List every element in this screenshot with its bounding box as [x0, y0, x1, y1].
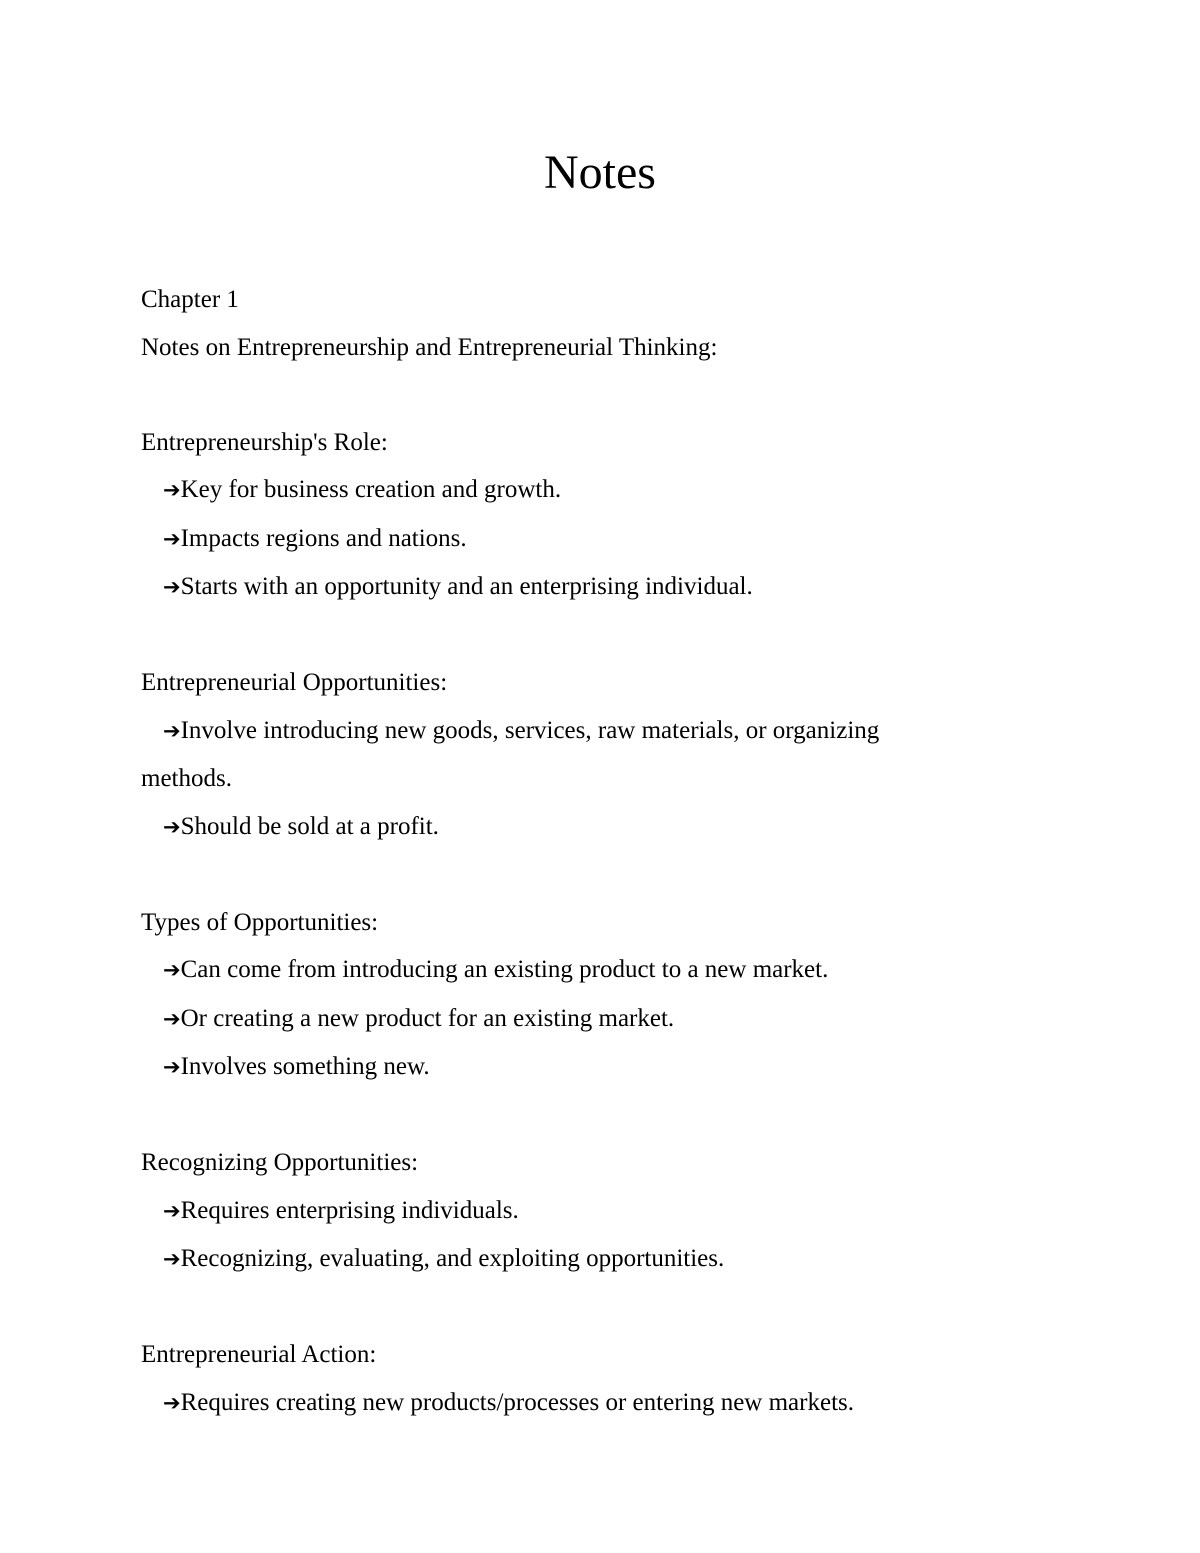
list-item-continuation: methods. [141, 765, 232, 792]
blank-line [141, 851, 1041, 899]
list-item: ➔Starts with an opportunity and an enterprising individual. [141, 563, 1041, 612]
arrow-bullet-icon: ➔ [163, 1198, 181, 1223]
arrow-bullet-icon: ➔ [163, 575, 181, 599]
arrow-bullet-icon: ➔ [163, 814, 181, 839]
chapter-label: Chapter 1 [141, 286, 239, 313]
list-item: ➔Should be sold at a profit. [141, 803, 1041, 852]
arrow-bullet-icon: ➔ [163, 478, 181, 502]
section-heading: Entrepreneurial Action: [141, 1341, 377, 1368]
arrow-bullet-icon: ➔ [163, 718, 181, 743]
arrow-bullet-icon: ➔ [163, 958, 181, 982]
document-body [141, 276, 1041, 1427]
blank-line [141, 1284, 1041, 1332]
section-heading: Types of Opportunities: [141, 908, 379, 936]
list-item: ➔Impacts regions and nations. [141, 515, 1041, 564]
page-title: Notes [544, 146, 656, 199]
section-heading: Entrepreneurial Opportunities: [141, 669, 448, 696]
blank-line [141, 612, 1041, 660]
list-item: ➔Involve introducing new goods, services, raw materials, or organizing [141, 707, 1041, 756]
arrow-bullet-icon: ➔ [163, 1247, 181, 1271]
arrow-bullet-icon: ➔ [163, 1390, 181, 1415]
list-item: ➔Requires enterprising individuals. [141, 1187, 1041, 1236]
arrow-bullet-icon: ➔ [163, 1055, 181, 1079]
arrow-bullet-icon: ➔ [163, 1006, 181, 1031]
notes-subtitle: Notes on Entrepreneurship and Entrepreneurial Thinking: [141, 333, 718, 361]
section-heading: Recognizing Opportunities: [141, 1149, 419, 1176]
list-item: ➔Can come from introducing an existing product to a new market. [141, 946, 1041, 995]
list-item: ➔Recognizing, evaluating, and exploiting opportunities. [141, 1235, 1041, 1284]
blank-line [141, 371, 1041, 419]
section-heading: Entrepreneurship's Role: [141, 428, 388, 456]
arrow-bullet-icon: ➔ [163, 526, 181, 551]
blank-line [141, 1092, 1041, 1140]
list-item: ➔Key for business creation and growth. [141, 466, 1041, 515]
list-item: ➔Or creating a new product for an existing market. [141, 995, 1041, 1044]
list-item: ➔Involves something new. [141, 1043, 1041, 1092]
list-item: ➔Requires creating new products/processes or entering new markets. [141, 1379, 1041, 1428]
